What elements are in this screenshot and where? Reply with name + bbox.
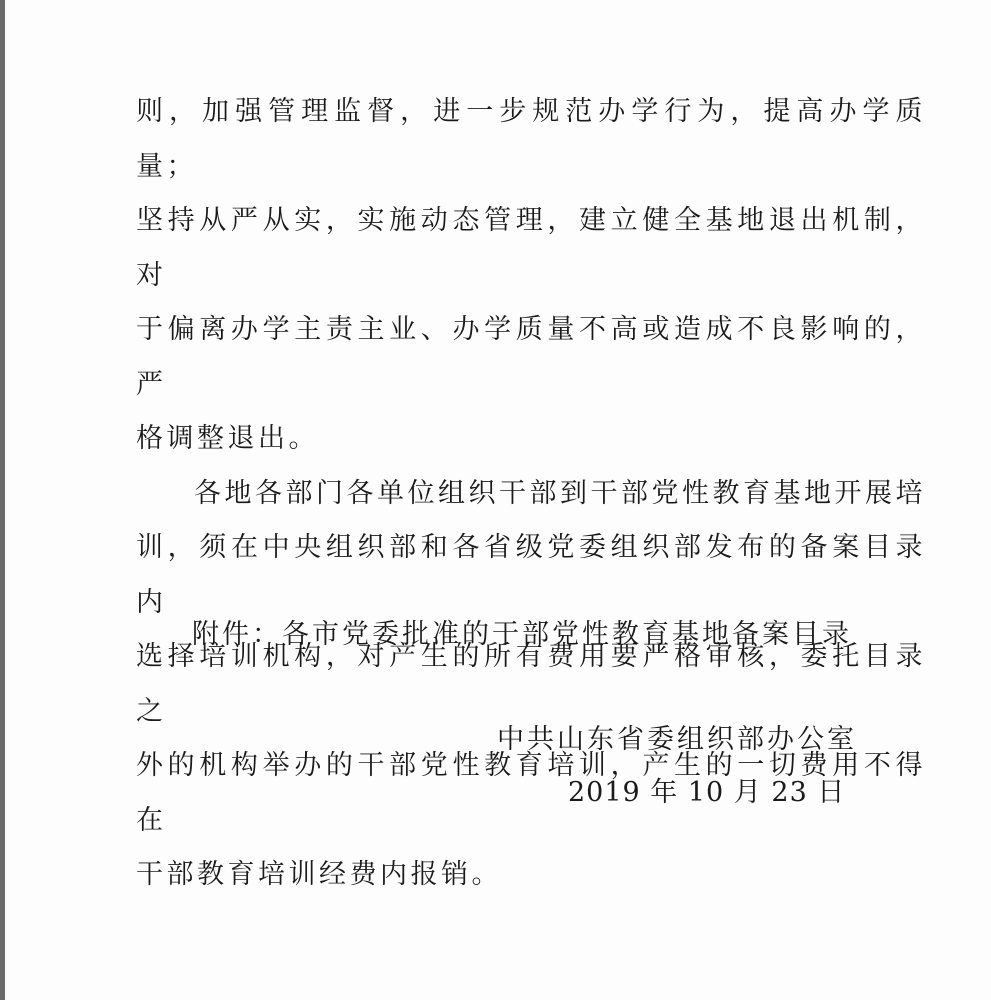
text-line: 坚持从严从实，实施动态管理，建立健全基地退出机制，对 [136,205,926,291]
issuer-signature: 中共山东省委组织部办公室 [497,724,857,755]
scan-left-edge [0,0,5,1000]
issue-date: 2019 年 10 月 23 日 [568,777,846,808]
text-line: 选择培训机构，对产生的所有费用要严格审核，委托目录之 [136,641,926,727]
text-line: 各地各部门各单位组织干部到干部党性教育基地开展培 [194,477,926,509]
paragraph-continuation [136,85,926,467]
text-line: 格调整退出。 [136,423,319,454]
text-line: 则，加强管理监督，进一步规范办学行为，提高办学质量； [136,96,926,182]
paragraph-training-rules [136,467,926,903]
text-line: 外的机构举办的干部党性教育培训，产生的一切费用不得在 [136,750,926,836]
attachment-note: 附件：各市党委批准的干部党性教育基地备案目录 [192,619,852,650]
text-line: 训，须在中央组织部和各省级党委组织部发布的备案目录内 [136,532,926,618]
text-line: 干部教育培训经费内报销。 [136,859,502,890]
text-line: 于偏离办学主责主业、办学质量不高或造成不良影响的，严 [136,314,926,400]
